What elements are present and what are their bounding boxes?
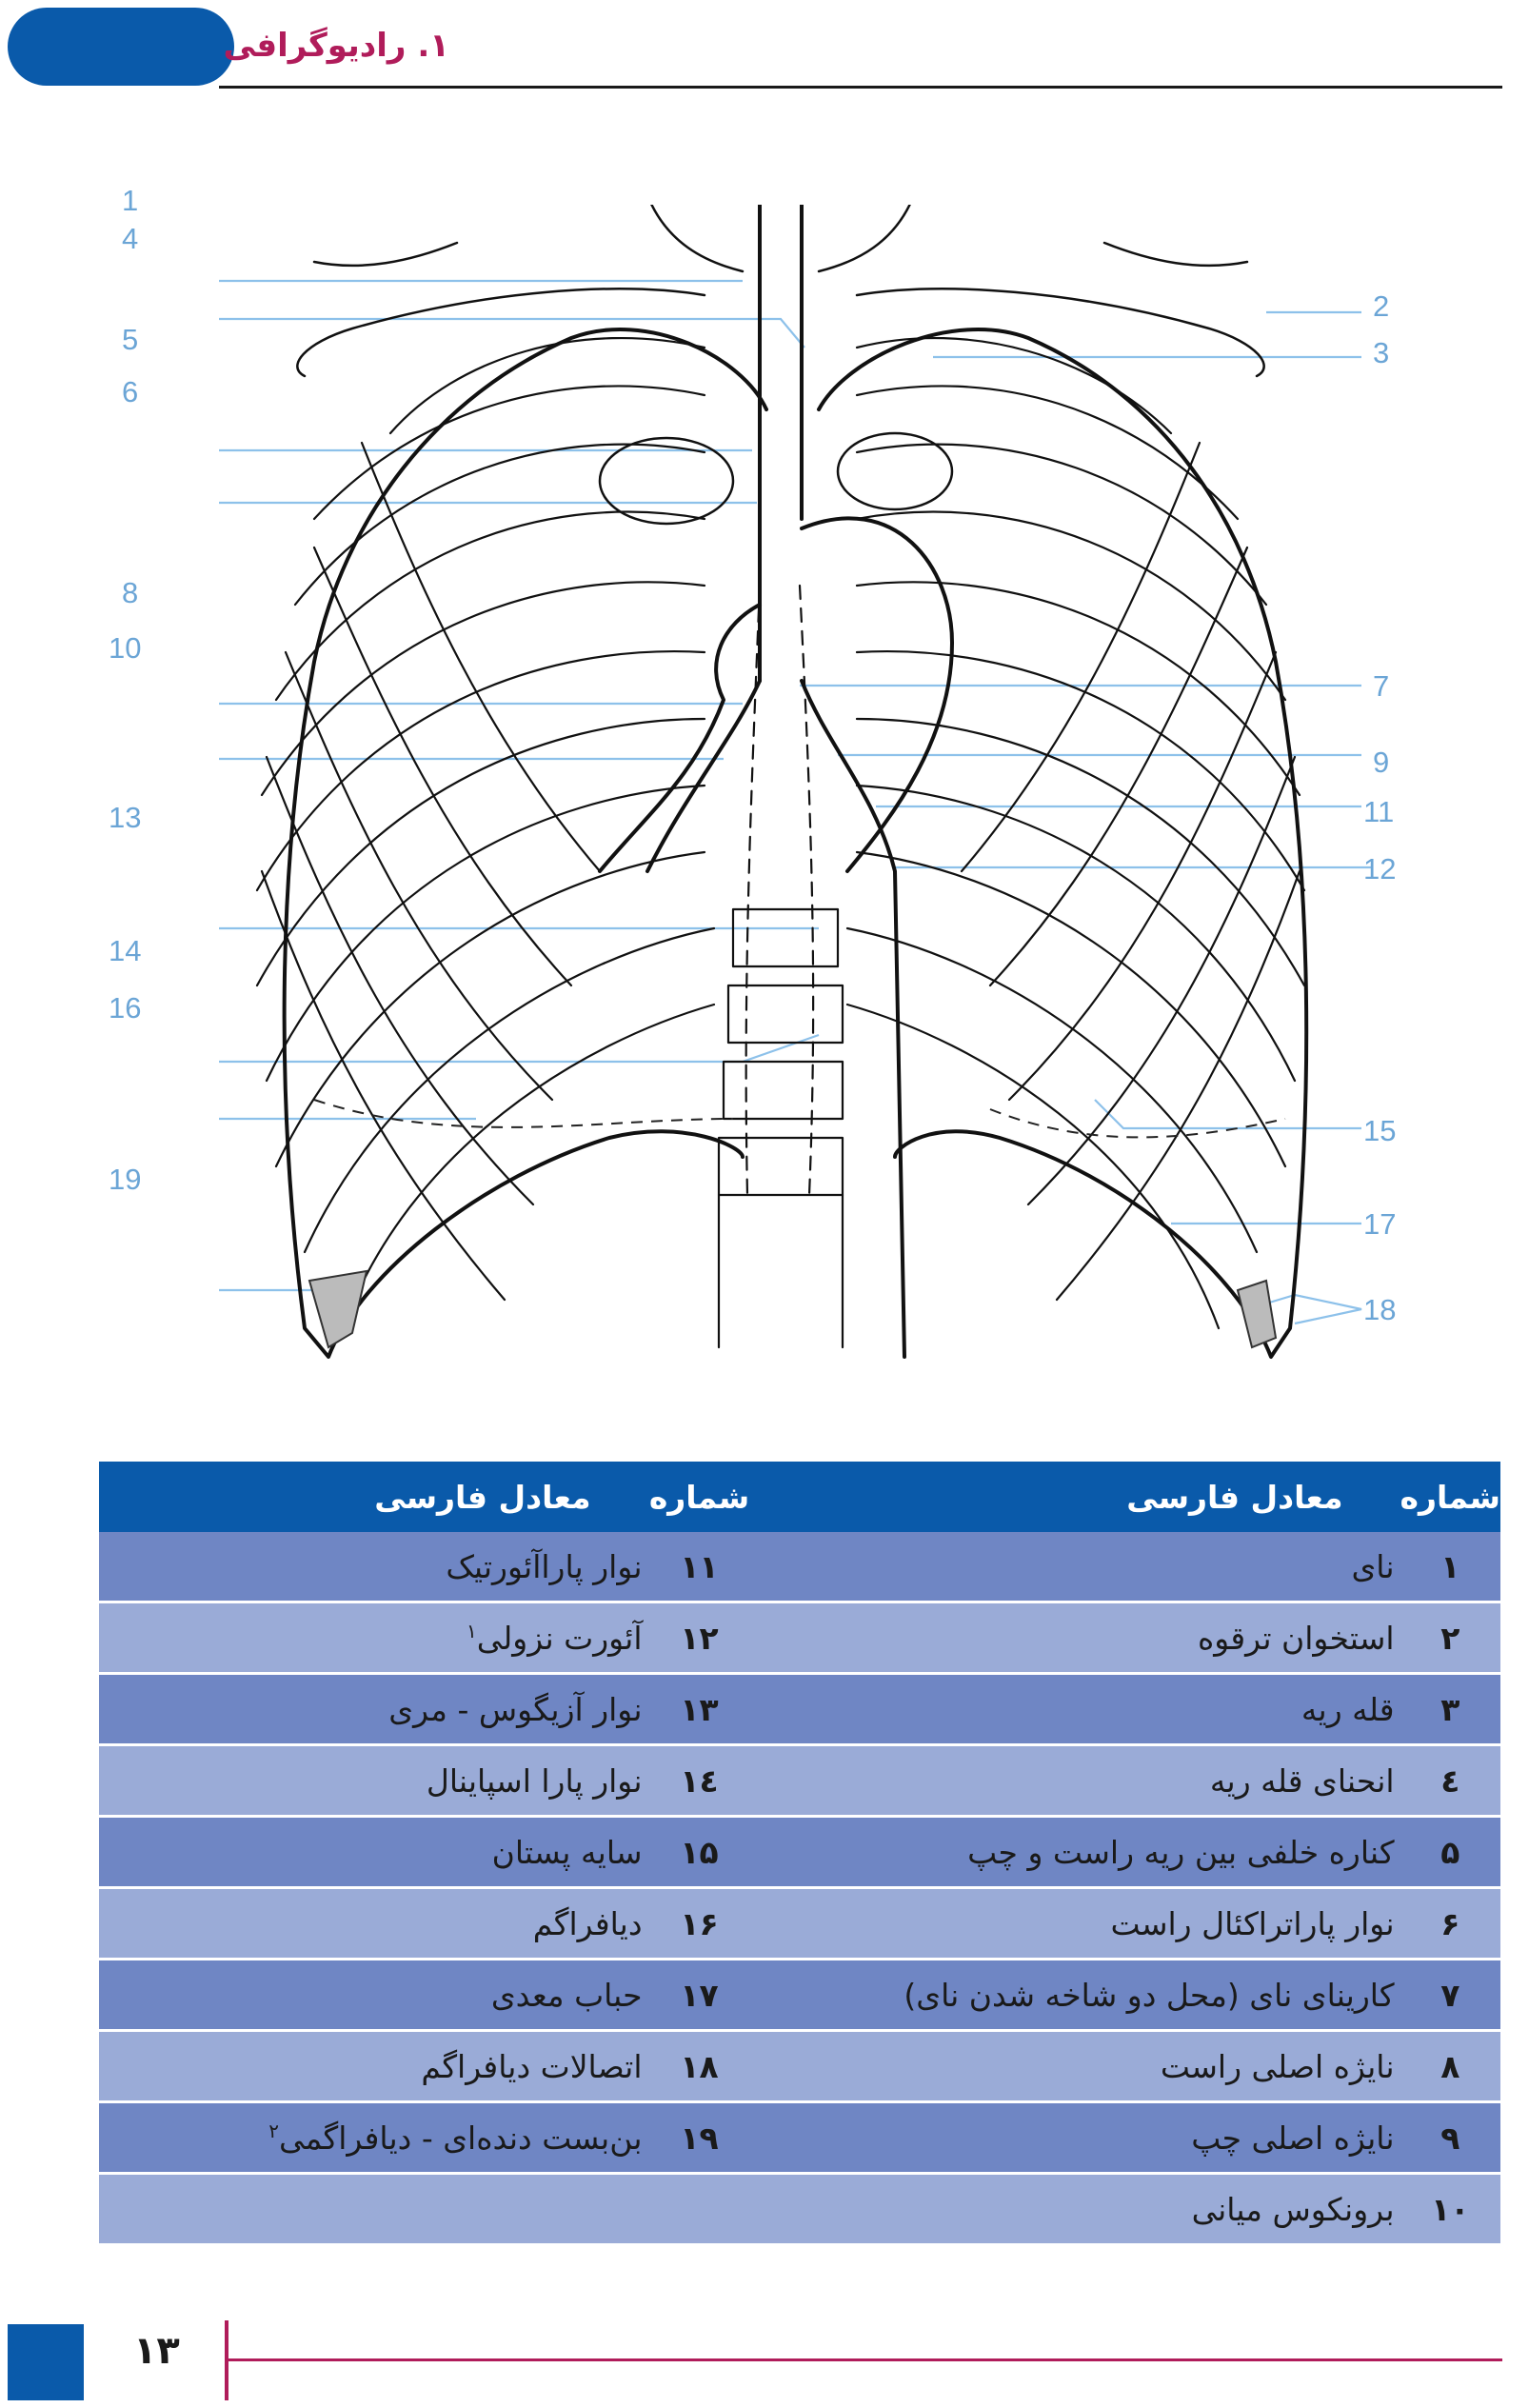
row-term: نایژه اصلی چپ (751, 2102, 1400, 2174)
term-text: دیافراگم (532, 1904, 643, 1942)
row-term-2 (99, 1532, 648, 1602)
spine (719, 586, 843, 1347)
row-number: ۳ (1400, 1674, 1500, 1745)
table-row (99, 1960, 1500, 2031)
term-text: آئورت نزولی (476, 1619, 643, 1657)
term-text: حباب معدی (490, 1976, 643, 2014)
row-term: نایژه اصلی راست (751, 2031, 1400, 2102)
row-term: برونکوس میانی (751, 2174, 1400, 2245)
row-number: ۶ (1400, 1888, 1500, 1960)
label-4: 4 (122, 222, 139, 255)
chapter-title: ۱. رادیوگرافی (223, 27, 449, 65)
label-19: 19 (109, 1163, 142, 1196)
table-row (99, 1532, 1500, 1602)
row-term-2 (99, 1817, 648, 1888)
table-row (99, 1674, 1500, 1745)
row-term-2 (99, 2102, 648, 2174)
table-row (99, 2102, 1500, 2174)
row-term: نوار پاراتراکئال راست (751, 1888, 1400, 1960)
row-number-2 (648, 2174, 751, 2245)
row-number: ۱ (1400, 1532, 1500, 1602)
label-6: 6 (122, 375, 139, 408)
row-term-2 (99, 1674, 648, 1745)
row-number-2: ۱۶ (648, 1888, 751, 1960)
table-row (99, 1817, 1500, 1888)
term-text: اتصالات دیافراگم (421, 2047, 643, 2085)
row-term: انحنای قله ریه (751, 1745, 1400, 1817)
row-number-2: ۱۲ (648, 1602, 751, 1674)
table-row (99, 1745, 1500, 1817)
row-term: قله ریه (751, 1674, 1400, 1745)
row-term-2 (99, 1888, 648, 1960)
row-term-2 (99, 2174, 648, 2245)
label-13: 13 (109, 801, 142, 834)
row-term: نای (751, 1532, 1400, 1602)
row-term-2 (99, 2031, 648, 2102)
row-number: ۵ (1400, 1817, 1500, 1888)
label-16: 16 (109, 991, 142, 1025)
page-number: ۱۳ (133, 2329, 180, 2373)
table-header-row (99, 1462, 1500, 1532)
header-number-1: شماره (1400, 1462, 1500, 1532)
table-row (99, 1888, 1500, 1960)
row-term: استخوان ترقوه (751, 1602, 1400, 1674)
table-row (99, 2031, 1500, 2102)
row-number-2: ۱۷ (648, 1960, 751, 2031)
ribs (257, 338, 1304, 1328)
term-text: نوار پاراآئورتیک (446, 1547, 643, 1585)
clavicles (297, 205, 1263, 524)
row-number: ۸ (1400, 2031, 1500, 2102)
label-14: 14 (109, 934, 142, 967)
header-persian-1: معادل فارسی (751, 1462, 1400, 1532)
row-number-2: ۱۸ (648, 2031, 751, 2102)
row-term-2 (99, 1602, 648, 1674)
label-12: 12 (1363, 852, 1397, 886)
table-row (99, 2174, 1500, 2245)
anatomy-drawing (171, 205, 1438, 1443)
row-number-2: ۱۹ (648, 2102, 751, 2174)
table-row (99, 1602, 1500, 1674)
leader-lines (219, 281, 1371, 1323)
label-17: 17 (1363, 1207, 1397, 1241)
row-number: ۲ (1400, 1602, 1500, 1674)
row-number-2: ۱۱ (648, 1532, 751, 1602)
row-term-2 (99, 1745, 648, 1817)
label-7: 7 (1373, 669, 1390, 703)
row-number: ٤ (1400, 1745, 1500, 1817)
row-number-2: ۱۵ (648, 1817, 751, 1888)
row-term: کناره خلفی بین ریه راست و چپ (751, 1817, 1400, 1888)
term-text: بن‌بست دنده‌ای - دیافراگمی (278, 2119, 643, 2157)
term-text: نوار پارا اسپاینال (426, 1761, 643, 1800)
row-number-2: ۱٤ (648, 1745, 751, 1817)
legend-table (99, 1462, 1500, 2246)
footnote-mark: ۱ (467, 1619, 477, 1642)
label-5: 5 (122, 323, 139, 356)
row-number-2: ۱۳ (648, 1674, 751, 1745)
chest-radiograph-diagram (109, 184, 1438, 1443)
header-rule (219, 86, 1502, 89)
label-18: 18 (1363, 1293, 1397, 1326)
footer-rule (228, 2358, 1502, 2361)
row-term-2 (99, 1960, 648, 2031)
label-3: 3 (1373, 336, 1390, 369)
label-2: 2 (1373, 289, 1390, 323)
label-15: 15 (1363, 1114, 1397, 1147)
row-term: کارینای نای (محل دو شاخه شدن نای) (751, 1960, 1400, 2031)
header-number-2: شماره (648, 1462, 751, 1532)
header-persian-2: معادل فارسی (99, 1462, 648, 1532)
term-text: سایه پستان (491, 1833, 643, 1871)
footer-block (8, 2324, 84, 2400)
row-number: ۹ (1400, 2102, 1500, 2174)
label-10: 10 (109, 631, 142, 665)
row-number: ۷ (1400, 1960, 1500, 2031)
chapter-tab (8, 8, 234, 86)
label-11: 11 (1363, 795, 1395, 828)
footnote-mark: ۲ (268, 2119, 279, 2142)
label-8: 8 (122, 576, 139, 609)
label-9: 9 (1373, 746, 1390, 779)
label-1: 1 (122, 184, 139, 217)
lung-outline (285, 205, 1307, 1357)
row-number: ۱۰ (1400, 2174, 1500, 2245)
term-text: نوار آزیگوس - مری (388, 1690, 643, 1728)
